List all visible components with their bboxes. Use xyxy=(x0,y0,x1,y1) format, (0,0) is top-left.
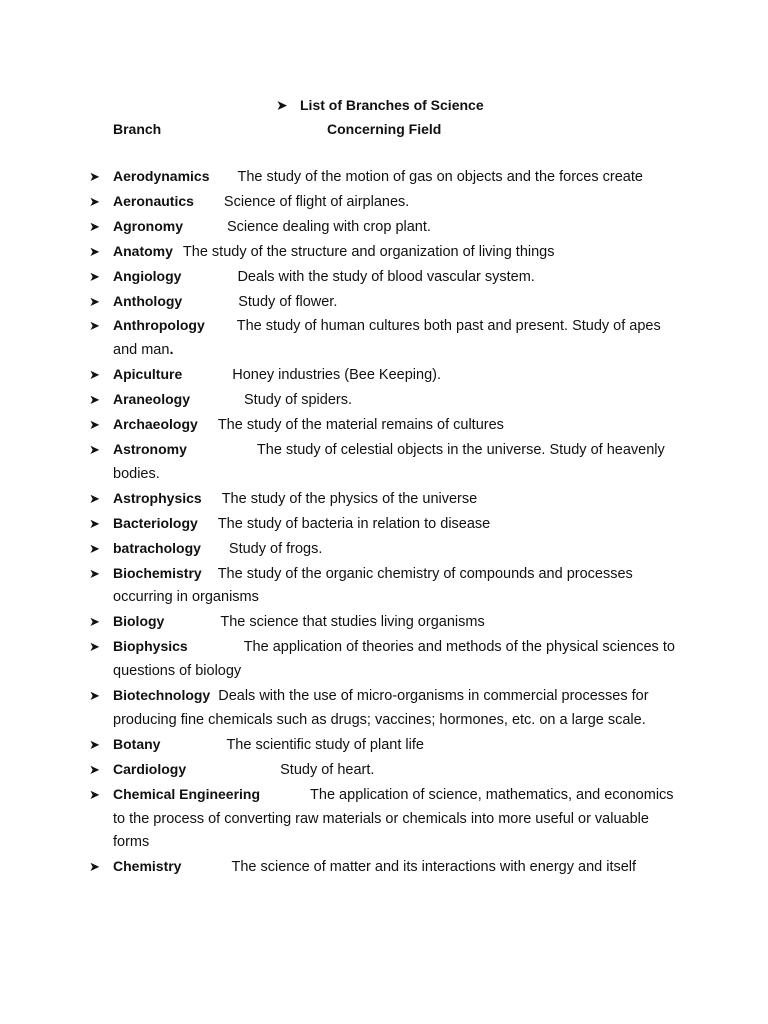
branch-description: The science that studies living organisms xyxy=(220,614,485,631)
list-item xyxy=(0,562,768,611)
arrow-bullet-icon: ➤ xyxy=(89,318,100,334)
arrow-bullet-icon: ➤ xyxy=(276,97,288,113)
branch-description: The application of science, mathematics, and economics to the process of converting raw materials or chemicals into more useful or valuable forms xyxy=(113,786,674,851)
branch-description: Study of spiders. xyxy=(244,392,353,409)
arrow-bullet-icon: ➤ xyxy=(89,614,100,630)
arrow-bullet-icon: ➤ xyxy=(89,859,100,875)
arrow-bullet-icon: ➤ xyxy=(89,392,100,408)
list-item xyxy=(0,512,768,537)
branch-description: The study of celestial objects in the universe. Study of heavenly bodies. xyxy=(113,441,665,482)
list-item xyxy=(0,684,768,733)
arrow-bullet-icon: ➤ xyxy=(89,736,100,752)
list-item xyxy=(0,290,768,315)
arrow-bullet-icon: ➤ xyxy=(89,367,100,383)
list-item xyxy=(0,855,768,880)
branch-description: Study of heart. xyxy=(280,761,375,778)
branch-description: Honey industries (Bee Keeping). xyxy=(232,367,441,384)
list-item xyxy=(0,733,768,758)
arrow-bullet-icon: ➤ xyxy=(89,441,100,457)
branch-term: Angiology xyxy=(113,267,182,284)
branch-term: Aeronautics xyxy=(113,192,194,209)
branch-description: Study of frogs. xyxy=(228,540,323,557)
branch-description: Science dealing with crop plant. xyxy=(227,218,431,235)
list-item xyxy=(0,388,768,413)
branch-term: Anthology xyxy=(113,292,183,309)
branch-description: Deals with the study of blood vascular system. xyxy=(237,268,535,285)
list-item xyxy=(0,610,768,635)
list-item xyxy=(0,487,768,512)
branch-list xyxy=(0,165,768,880)
list-item xyxy=(0,413,768,438)
branch-term: Archaeology xyxy=(113,416,198,433)
branch-description: The study of the structure and organization of living things xyxy=(182,243,555,260)
arrow-bullet-icon: ➤ xyxy=(89,417,100,433)
list-item xyxy=(0,265,768,290)
list-item xyxy=(0,215,768,240)
arrow-bullet-icon: ➤ xyxy=(89,639,100,655)
list-item xyxy=(0,783,768,856)
branch-term: Chemistry xyxy=(113,858,182,875)
list-item xyxy=(0,537,768,562)
list-item xyxy=(0,314,768,363)
list-item xyxy=(0,165,768,190)
arrow-bullet-icon: ➤ xyxy=(89,761,100,777)
branch-term: Astrophysics xyxy=(113,489,202,506)
arrow-bullet-icon: ➤ xyxy=(89,193,100,209)
column-header-field: Concerning Field xyxy=(327,121,442,137)
branch-term: Apiculture xyxy=(113,366,183,383)
list-item xyxy=(0,240,768,265)
arrow-bullet-icon: ➤ xyxy=(89,490,100,506)
branch-description: Study of flower. xyxy=(238,293,338,310)
column-header-branch: Branch xyxy=(113,121,162,137)
branch-term: Chemical Engineering xyxy=(113,785,261,802)
list-item xyxy=(0,363,768,388)
branch-term: Biophysics xyxy=(113,638,188,655)
arrow-bullet-icon: ➤ xyxy=(89,293,100,309)
arrow-bullet-icon: ➤ xyxy=(89,268,100,284)
page-title-text: List of Branches of Science xyxy=(300,97,484,113)
branch-term: Botany xyxy=(113,735,161,752)
branch-term: Biology xyxy=(113,613,165,630)
trailing-punctuation: . xyxy=(169,342,174,359)
branch-term: Aerodynamics xyxy=(113,168,210,184)
branch-term: Araneology xyxy=(113,391,191,408)
branch-term: Cardiology xyxy=(113,760,187,777)
branch-description: The study of the motion of gas on objects and the forces create xyxy=(237,169,643,185)
branch-description: The study of human cultures both past and present. Study of apes and man xyxy=(113,318,661,359)
branch-description: The science of matter and its interactions with energy and itself xyxy=(231,859,637,876)
branch-description: Science of flight of airplanes. xyxy=(223,193,410,210)
list-item xyxy=(0,635,768,684)
branch-term: Biochemistry xyxy=(113,564,202,581)
branch-description: The study of the organic chemistry of compounds and processes occurring in organisms xyxy=(113,565,633,606)
branch-term: Biotechnology xyxy=(113,687,211,704)
branch-description: The study of bacteria in relation to disease xyxy=(217,515,491,532)
branch-term: Anthropology xyxy=(113,317,205,334)
arrow-bullet-icon: ➤ xyxy=(89,688,100,704)
list-item xyxy=(0,758,768,783)
arrow-bullet-icon: ➤ xyxy=(89,540,100,556)
list-item xyxy=(0,190,768,215)
branch-term: Anatomy xyxy=(113,242,173,259)
arrow-bullet-icon: ➤ xyxy=(89,786,100,802)
page-title xyxy=(276,94,484,116)
branch-term: batrachology xyxy=(113,539,201,556)
arrow-bullet-icon: ➤ xyxy=(89,515,100,531)
arrow-bullet-icon: ➤ xyxy=(89,169,100,184)
branch-term: Astronomy xyxy=(113,440,187,457)
branch-description: Deals with the use of micro-organisms in commercial processes for producing fine chemicals such as drugs; vaccines; hormones, etc. on a large scale. xyxy=(113,688,649,728)
branch-term: Bacteriology xyxy=(113,514,198,531)
arrow-bullet-icon: ➤ xyxy=(89,243,100,259)
branch-description: The study of the physics of the universe xyxy=(221,490,478,507)
branch-description: The scientific study of plant life xyxy=(226,736,424,753)
arrow-bullet-icon: ➤ xyxy=(89,218,100,234)
branch-term: Agronomy xyxy=(113,217,183,234)
arrow-bullet-icon: ➤ xyxy=(89,565,100,581)
branch-description: The application of theories and methods of the physical sciences to questions of biology xyxy=(113,639,675,680)
list-item xyxy=(0,438,768,487)
branch-description: The study of the material remains of cultures xyxy=(217,417,504,434)
